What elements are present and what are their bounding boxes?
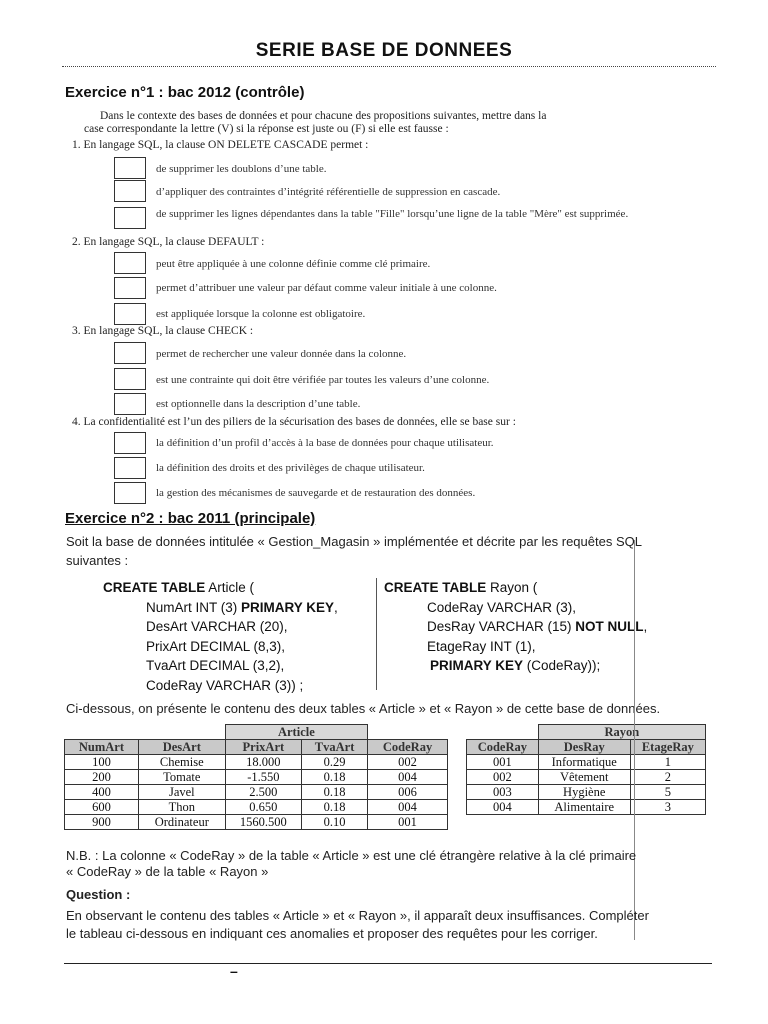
cell: 0.10: [302, 815, 368, 830]
cell: 18.000: [225, 755, 301, 770]
exercise-2-intro-line-2: suivantes :: [66, 553, 129, 568]
article-table: [64, 724, 448, 830]
cell: Vêtement: [538, 770, 630, 785]
cell: 3: [630, 800, 705, 815]
cell: 0.18: [302, 785, 368, 800]
cell: 001: [467, 755, 539, 770]
sql-line: DesArt VARCHAR (20),: [146, 619, 288, 634]
sql-rayon-block: [384, 578, 647, 676]
nb-line-2: « CodeRay » de la table « Rayon »: [66, 864, 269, 879]
option-text: permet de rechercher une valeur donnée dans la colonne.: [156, 348, 407, 360]
option-text: d’appliquer des contraintes d’intégrité référentielle de suppression en cascade.: [156, 186, 501, 198]
table-row: [65, 815, 448, 830]
sql-line: TvaArt DECIMAL (3,2),: [146, 658, 285, 673]
answer-box[interactable]: [114, 342, 146, 364]
option-text: la définition des droits et des privilèges de chaque utilisateur.: [156, 462, 425, 474]
exercise-1-intro-line-2: case correspondante la lettre (V) si la réponse est juste ou (F) si elle est fausse :: [84, 123, 449, 135]
scan-artifact-line: [634, 540, 635, 940]
exercise-2-intro-line-1: Soit la base de données intitulée « Gestion_Magasin » implémentée et décrite par les requêtes SQL: [66, 534, 642, 549]
column-header: TvaArt: [302, 740, 368, 755]
exercise-1-heading: Exercice n°1 : bac 2012 (contrôle): [65, 84, 305, 101]
table-row: [65, 785, 448, 800]
page-title: SERIE BASE DE DONNEES: [255, 40, 513, 61]
sql-line: EtageRay INT (1),: [427, 638, 536, 654]
option-text: est optionnelle dans la description d’une table.: [156, 398, 361, 410]
column-header: DesRay: [538, 740, 630, 755]
exercise-2-heading: Exercice n°2 : bac 2011 (principale): [65, 510, 316, 527]
answer-box[interactable]: [114, 303, 146, 325]
cell: Thon: [138, 800, 225, 815]
cell: 200: [65, 770, 139, 785]
rayon-caption: Rayon: [538, 725, 705, 740]
cell: 0.18: [302, 770, 368, 785]
cell: Javel: [138, 785, 225, 800]
cell: 5: [630, 785, 705, 800]
sql-line: CodeRay VARCHAR (3)) ;: [146, 677, 304, 693]
cell: 400: [65, 785, 139, 800]
nb-line-1: N.B. : La colonne « CodeRay » de la table « Article » est une clé étrangère relative à la clé primaire: [66, 848, 637, 863]
question-4-label: 4. La confidentialité est l’un des piliers de la sécurisation des bases de données, elle se base sur :: [72, 416, 516, 428]
cell: 900: [65, 815, 139, 830]
cell: 1: [630, 755, 705, 770]
answer-box[interactable]: [114, 368, 146, 390]
cell: Tomate: [138, 770, 225, 785]
table-row: [65, 800, 448, 815]
answer-box[interactable]: [114, 277, 146, 299]
answer-box[interactable]: [114, 252, 146, 274]
footer-rule: [64, 963, 712, 964]
cell: 2: [630, 770, 705, 785]
exercise-1-intro-line-1: Dans le contexte des bases de données et pour chacune des propositions suivantes, mettre dans la: [100, 110, 547, 122]
column-header: CodeRay: [467, 740, 539, 755]
column-header: NumArt: [65, 740, 139, 755]
sql-line: PrixArt DECIMAL (8,3),: [146, 638, 286, 654]
sql-line: PRIMARY KEY (CodeRay));: [430, 658, 601, 673]
sql-article-block: [103, 578, 338, 695]
cell: 100: [65, 755, 139, 770]
rayon-table: [466, 724, 706, 815]
cell: 003: [467, 785, 539, 800]
table-row: [467, 755, 706, 770]
question-1-label: 1. En langage SQL, la clause ON DELETE CASCADE permet :: [72, 139, 369, 151]
footer-mark: –: [230, 963, 238, 979]
cell: 002: [368, 755, 448, 770]
cell: 0.29: [302, 755, 368, 770]
option-text: de supprimer les doublons d’une table.: [156, 163, 327, 175]
answer-box[interactable]: [114, 157, 146, 179]
table-row: [65, 770, 448, 785]
answer-box[interactable]: [114, 207, 146, 229]
cell: -1.550: [225, 770, 301, 785]
sql-line: CREATE TABLE Rayon (: [384, 580, 538, 595]
cell: Ordinateur: [138, 815, 225, 830]
answer-box[interactable]: [114, 180, 146, 202]
cell: 0.18: [302, 800, 368, 815]
answer-box[interactable]: [114, 457, 146, 479]
table-row: [467, 770, 706, 785]
question-line-2: le tableau ci-dessous en indiquant ces anomalies et proposer des requêtes pour les corriger.: [66, 926, 598, 941]
tables-intro: Ci-dessous, on présente le contenu des deux tables « Article » et « Rayon » de cette base de données.: [66, 701, 661, 716]
cell: Hygiène: [538, 785, 630, 800]
cell: 001: [368, 815, 448, 830]
question-2-label: 2. En langage SQL, la clause DEFAULT :: [72, 236, 265, 248]
cell: 006: [368, 785, 448, 800]
sql-line: DesRay VARCHAR (15) NOT NULL,: [427, 619, 648, 634]
option-text: de supprimer les lignes dépendantes dans la table "Fille" lorsqu’une ligne de la table "Mère" est supprimée.: [156, 208, 629, 220]
cell: 1560.500: [225, 815, 301, 830]
cell: Chemise: [138, 755, 225, 770]
sql-line: CREATE TABLE Article (: [103, 580, 255, 595]
answer-box[interactable]: [114, 432, 146, 454]
table-row: [467, 785, 706, 800]
sql-line: NumArt INT (3) PRIMARY KEY,: [146, 599, 338, 615]
option-text: permet d’attribuer une valeur par défaut comme valeur initiale à une colonne.: [156, 282, 497, 294]
article-caption: Article: [225, 725, 367, 740]
cell: 004: [467, 800, 539, 815]
column-header: EtageRay: [630, 740, 705, 755]
question-3-label: 3. En langage SQL, la clause CHECK :: [72, 325, 254, 337]
column-header: CodeRay: [368, 740, 448, 755]
title-divider: [62, 66, 716, 67]
option-text: la définition d’un profil d’accès à la base de données pour chaque utilisateur.: [156, 437, 494, 449]
table-row: [467, 800, 706, 815]
option-text: peut être appliquée à une colonne définie comme clé primaire.: [156, 258, 431, 270]
column-header: DesArt: [138, 740, 225, 755]
sql-divider: [376, 578, 377, 690]
option-text: est une contrainte qui doit être vérifiée par toutes les valeurs d’une colonne.: [156, 374, 490, 386]
cell: 600: [65, 800, 139, 815]
option-text: la gestion des mécanismes de sauvegarde et de restauration des données.: [156, 487, 476, 499]
cell: 0.650: [225, 800, 301, 815]
cell: Informatique: [538, 755, 630, 770]
question-line-1: En observant le contenu des tables « Article » et « Rayon », il apparaît deux insuffisances. Compléter: [66, 908, 649, 923]
cell: 004: [368, 800, 448, 815]
answer-box[interactable]: [114, 393, 146, 415]
question-heading: Question :: [66, 887, 131, 902]
table-row: [65, 755, 448, 770]
sql-line: CodeRay VARCHAR (3),: [427, 599, 577, 615]
option-text: est appliquée lorsque la colonne est obligatoire.: [156, 308, 366, 320]
column-header: PrixArt: [225, 740, 301, 755]
cell: Alimentaire: [538, 800, 630, 815]
cell: 002: [467, 770, 539, 785]
cell: 004: [368, 770, 448, 785]
answer-box[interactable]: [114, 482, 146, 504]
cell: 2.500: [225, 785, 301, 800]
